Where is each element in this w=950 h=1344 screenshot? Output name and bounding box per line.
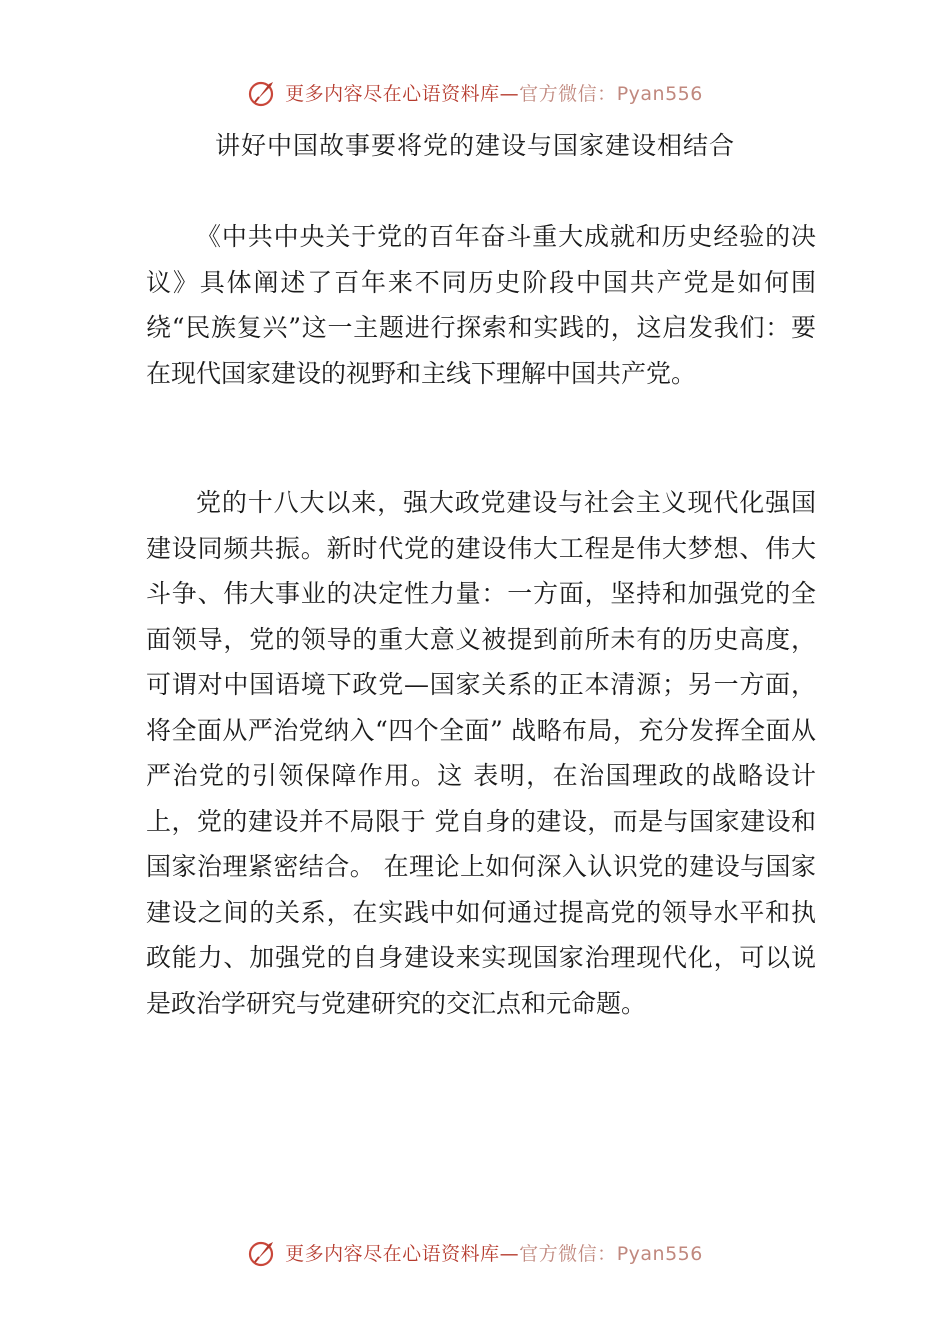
banner-wechat-id: Pyan556	[616, 82, 703, 105]
header-banner-text	[285, 79, 703, 106]
banner-wechat-id: Pyan556	[616, 1242, 703, 1265]
header-banner	[0, 72, 950, 112]
paragraph-2: 党的十八大以来，强大政党建设与社会主义现代化强国建设同频共振。新时代党的建设伟大工程是伟大梦想、伟大斗争、伟大事业的决定性力量：一方面，坚持和加强党的全面领导，党的领导的重大意义被提到前所未有的历史高度，可谓对中国语境下政党—国家关系的正本清源；另一方面，将全面从严治党纳入“四个全面” 战略布局，充分发挥全面从严治党的引领保障作用。这 表明，在治国理政的战略设计上，党的建设并不局限于 党自身的建设，而是与国家建设和国家治理紧密结合。 在理论上如何深入认识党的建设与国家建设之间的关系，在实践中如何通过提高党的领导水平和执政能力、加强党的自身建设来实现国家治理现代化，可以说是政治学研究与党建研究的交汇点和元命题。	[146, 488, 816, 1018]
banner-dash: —	[499, 1242, 520, 1265]
pen-nib-logo-icon	[247, 1236, 279, 1268]
paragraph-1: 《中共中央关于党的百年奋斗重大成就和历史经验的决议》具体阐述了百年来不同历史阶段中国共产党是如何围绕“民族复兴”这一主题进行探索和实践的，这启发我们：要在现代国家建设的视野和主线下理解中国共产党。	[146, 222, 816, 388]
banner-slogan: 更多内容尽在心语资料库	[285, 82, 500, 105]
document-title: 讲好中国故事要将党的建设与国家建设相结合	[214, 131, 735, 160]
pen-nib-logo-icon	[247, 76, 279, 108]
banner-wechat-label: 官方微信：	[519, 82, 617, 105]
banner-dash: —	[499, 82, 520, 105]
footer-banner	[0, 1232, 950, 1272]
banner-wechat-label: 官方微信：	[519, 1242, 617, 1265]
footer-banner-text	[285, 1239, 703, 1266]
banner-slogan: 更多内容尽在心语资料库	[285, 1242, 500, 1265]
